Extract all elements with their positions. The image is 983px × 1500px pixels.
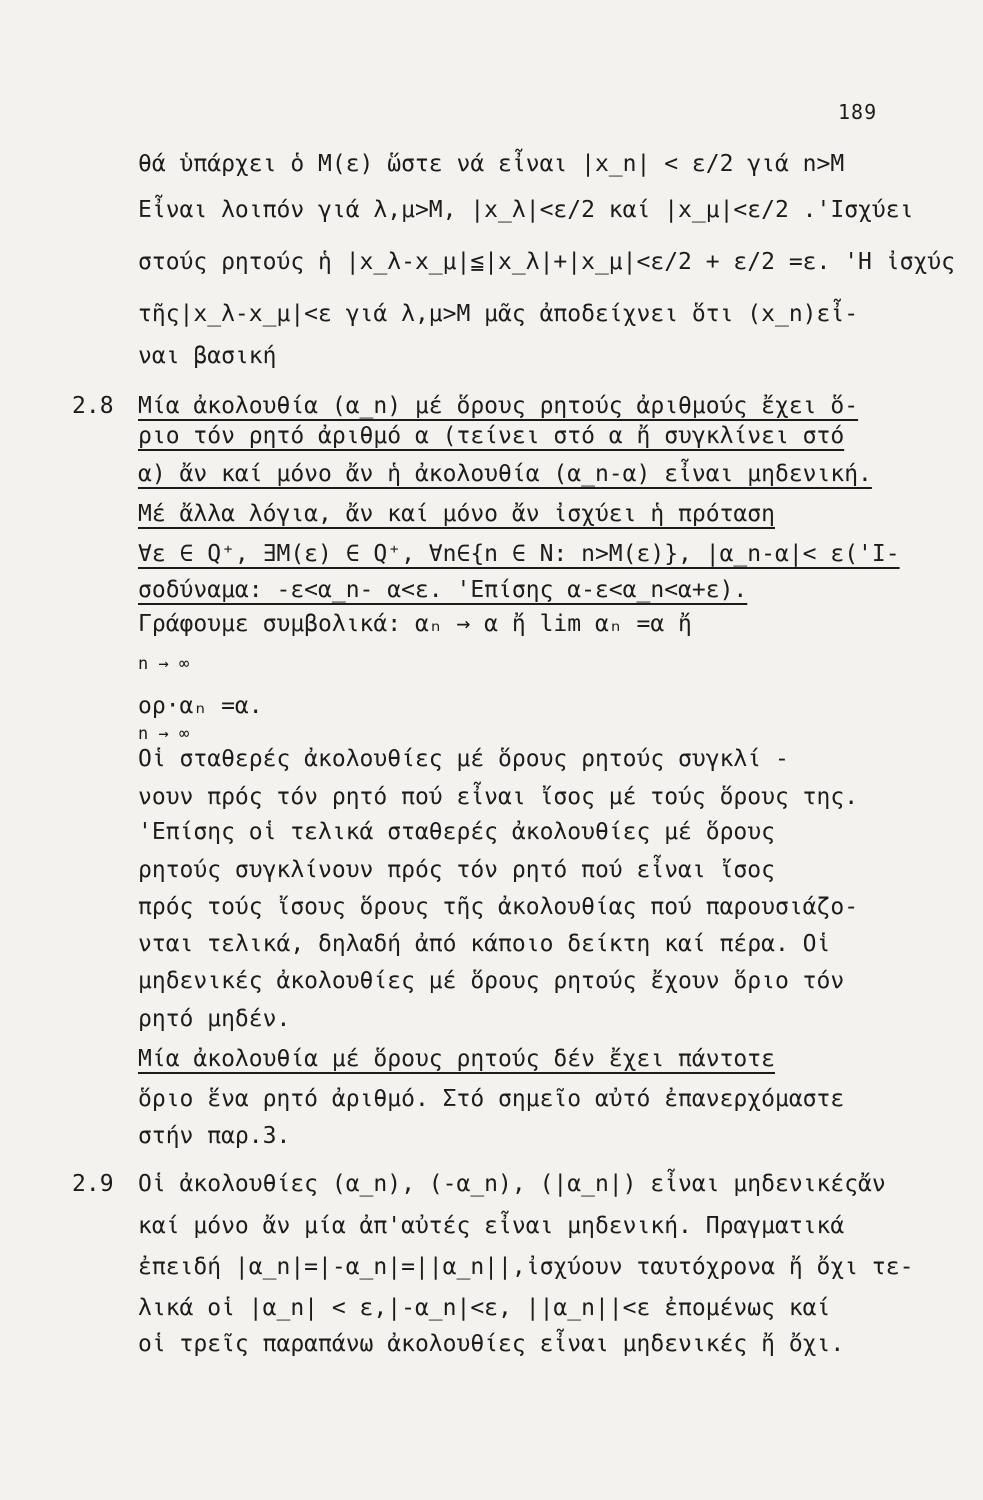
text-line: στούς ρητούς ἡ |x_λ-x_μ|≦|x_λ|+|x_μ|<ε/2 + ε/2 =ε. 'H ἰσχύς	[138, 249, 955, 275]
text-line: πρός τούς ἴσους ὅρους τῆς ἀκολουθίας πού παρουσιάζο-	[138, 894, 859, 920]
text-line: Μέ ἄλλα λόγια, ἄν καί μόνο ἄν ἰσχύει ἡ πρόταση	[138, 501, 775, 527]
text-line: ρητό μηδέν.	[138, 1006, 291, 1032]
text-line: n → ∞	[138, 724, 190, 744]
text-line: Οἱ ἀκολουθίες (α_n), (-α_n), (|α_n|) εἶναι μηδενικέςἄν	[138, 1171, 886, 1197]
text-line: μηδενικές ἀκολουθίες μέ ὅρους ρητούς ἔχουν ὅριο τόν	[138, 968, 845, 994]
text-line: ὅριο ἕνα ρητό ἀριθμό. Στό σημεῖο αὐτό ἐπανερχόμαστε	[138, 1086, 845, 1112]
text-line: τῆς|x_λ-x_μ|<ε γιά λ,μ>M μᾶς ἀποδείχνει ὅτι (x_n)εἶ-	[138, 301, 859, 327]
text-line: ναι βασική	[138, 343, 277, 369]
text-line: Οἱ σταθερές ἀκολουθίες μέ ὅρους ρητούς συγκλί -	[138, 746, 789, 772]
text-line: νουν πρός τόν ρητό πού εἶναι ἴσος μέ τούς ὅρους της.	[138, 784, 859, 810]
text-line: ριο τόν ρητό ἀριθμό α (τείνει στό α ἤ συγκλίνει στό	[138, 423, 845, 449]
text-line: νται τελικά, δηλαδή ἀπό κάποιο δείκτη καί πέρα. Οἱ	[138, 931, 831, 957]
text-line: Μία ἀκολουθία μέ ὅρους ρητούς δέν ἔχει πάντοτε	[138, 1046, 775, 1072]
text-line: στήν παρ.3.	[138, 1123, 291, 1149]
text-line: Εἶναι λοιπόν γιά λ,μ>M, |x_λ|<ε/2 καί |x_μ|<ε/2 .'Ισχύει	[138, 197, 914, 223]
text-line: καί μόνο ἄν μία ἀπ'αὐτές εἶναι μηδενική. Πραγματικά	[138, 1213, 845, 1239]
text-line: Μία ἀκολουθία (α_n) μέ ὅρους ρητούς ἀριθμούς ἔχει ὅ-	[138, 393, 859, 419]
text-line: ἐπειδή |α_n|=|-α_n|=||α_n||,ἰσχύουν ταυτόχρονα ἤ ὄχι τε-	[138, 1254, 914, 1280]
text-line: n → ∞	[138, 654, 190, 674]
text-line: α) ἄν καί μόνο ἄν ἡ ἀκολουθία (α_n-α) εἶναι μηδενική.	[138, 461, 872, 487]
section-number-2-8: 2.8	[72, 393, 114, 419]
text-line: οἱ τρεῖς παραπάνω ἀκολουθίες εἶναι μηδενικές ἤ ὄχι.	[138, 1331, 845, 1357]
page-number: 189	[838, 100, 878, 124]
text-line: ρητούς συγκλίνουν πρός τόν ρητό πού εἶναι ἴσος	[138, 857, 775, 883]
text-line: λικά οἱ |α_n| < ε,|-α_n|<ε, ||α_n||<ε ἐπομένως καί	[138, 1295, 831, 1321]
text-line: ∀ε ∈ Q⁺, ∃M(ε) ∈ Q⁺, ∀n∈{n ∈ N: n>M(ε)}, |α_n-α|< ε('I-	[138, 541, 900, 567]
text-line: σοδύναμα: -ε<α_n- α<ε. 'Επίσης α-ε<α_n<α+ε).	[138, 577, 748, 603]
text-line: Γράφουμε συμβολικά: αₙ → α ἤ lim αₙ =α ἤ	[138, 611, 692, 637]
section-number-2-9: 2.9	[72, 1171, 114, 1197]
text-line: ορ·αₙ =α.	[138, 693, 263, 719]
text-line: 'Επίσης οἱ τελικά σταθερές ἀκολουθίες μέ ὅρους	[138, 819, 775, 845]
text-line: θά ὑπάρχει ὁ M(ε) ὥστε νά εἶναι |x_n| < ε/2 γιά n>M	[138, 151, 845, 177]
